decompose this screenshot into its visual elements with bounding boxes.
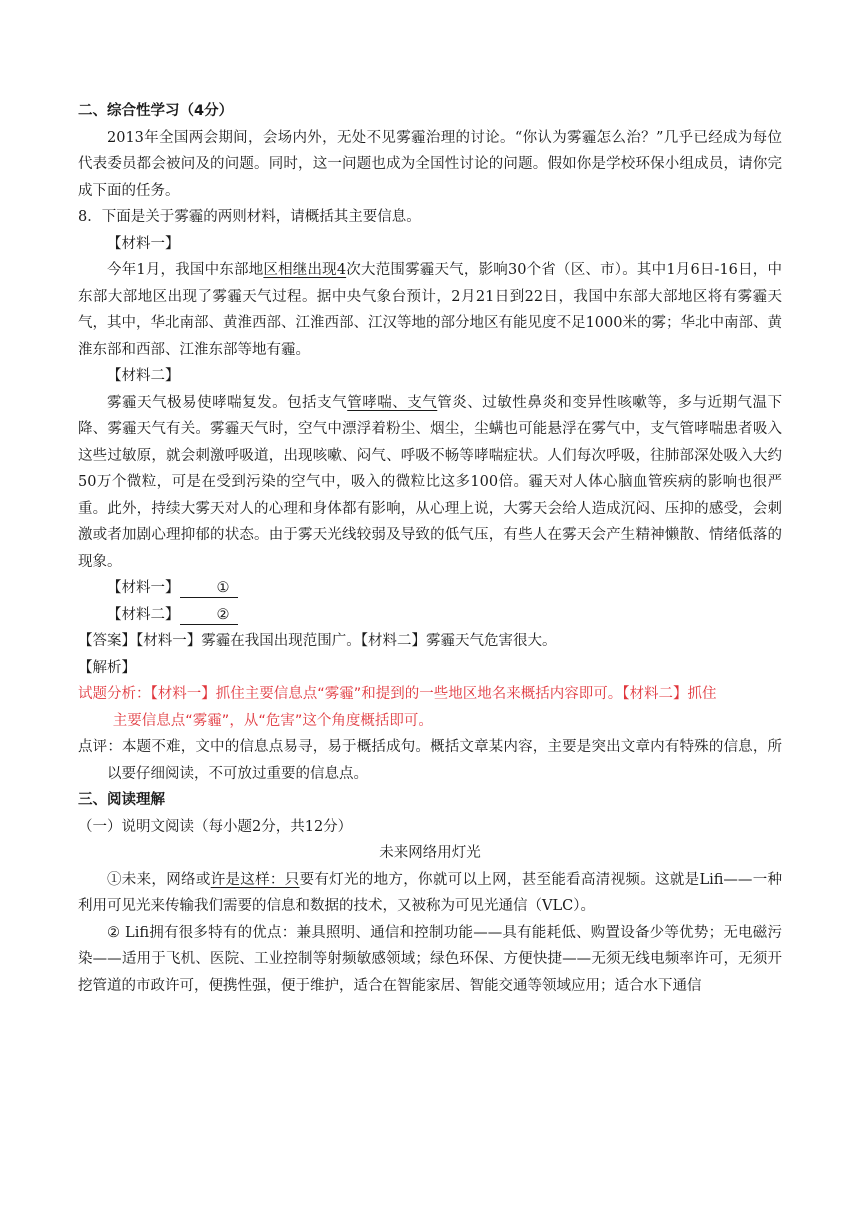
blank-row-1 (78, 575, 782, 602)
section-2-heading: 二、综合性学习（4分） (78, 103, 234, 119)
answer-text: 【答案】【材料一】雾霾在我国出现范围广。【材料二】雾霾天气危害很大。 (78, 633, 557, 649)
analysis-red-line-2: 主要信息点“雾霾”，从“危害”这个角度概括即可。 (112, 712, 433, 729)
blank-row-2 (78, 602, 782, 629)
material-2-text (78, 390, 782, 576)
material-1-label: 【材料一】 (107, 235, 180, 252)
article-paragraph-2: ② Lifi拥有很多特有的优点：兼具照明、通信和控制功能——具有能耗低、购置设备少等优势；无电磁污染——适用于飞机、医院、工业控制等射频敏感领域；绿色环保、方便快捷——无须无线电频率许可，无须开挖管道的市政许可，便携性强，便于维护，适合在智能家居、智能交通等领域应用；适合水下通信 (78, 924, 782, 994)
analysis-red-line-1: 试题分析：【材料一】抓住主要信息点“雾霾”和提到的一些地区地名来概括内容即可。【材料二】抓住 (78, 686, 717, 702)
paragraph-1-underlined: 许是这样：只 (210, 871, 300, 888)
question-8: 8．下面是关于雾霾的两则材料，请概括其主要信息。 (78, 209, 421, 225)
blank-1-label: 【材料一】 (107, 580, 180, 596)
paragraph-1-text-part: 要有灯光的地方，你就可以上网，甚至能看高清视频。这就是Lifi——一种利用可见光来传输我们需要的信息和数据的技术，又被称为可见光通信（VLC）。 (78, 871, 783, 914)
answer-blank-1: ① (180, 579, 238, 598)
material-2-text-part: 管炎、过敏性鼻炎和变异性咳嗽等，多与近期气温下降、雾霾天气有关。雾霾天气时，空气中漂浮着粉尘、烟尘，尘螨也可能悬浮在雾气中，支气管哮喘患者吸入这些过敏原，就会刺激呼吸道，出现咳嗽、闷气、呼吸不畅等哮喘症状。人们每次呼吸，往肺部深处吸入大约50万个微粒，可是在受到污染的空气中，吸入的微粒比这多100倍。霾天对人体心脑血管疾病的影响也很严重。此外，持续大雾天对人的心理和身体都有影响，从心理上说，大雾天会给人造成沉闷、压抑的感受，会刺激或者加剧心理抑郁的状态。由于雾天光线较弱及导致的低气压，有些人在雾天会产生精神懒散、情绪低落的现象。 (78, 394, 783, 570)
article-title: 未来网络用灯光 (379, 845, 481, 861)
material-2-label: 【材料二】 (107, 368, 180, 384)
material-1-text-part: 次大范围雾霾天气，影响30个省（区、市）。其中1月6日-16日，中东部大部地区出现了雾霾天气过程。据中央气象台预计，2月21日到22日，我国中东部大部地区将有雾霾天气，其中，华北南部、黄淮西部、江淮西部、江汉等地的部分地区有能见度不足1000米的雾；华北中南部、黄淮东部和西部、江淮东部等地有霾。 (78, 262, 782, 358)
analysis-label: 【解析】 (78, 659, 136, 676)
section-3-subheading: （一）说明文阅读（每小题2分，共12分） (78, 818, 353, 835)
answer-blank-2: ② (180, 606, 238, 625)
paragraph-1-text-part: ①未来，网络或 (107, 871, 211, 888)
comment-text: 点评：本题不难，文中的信息点易寻，易于概括成句。概括文章某内容，主要是突出文章内有特殊的信息，所以要仔细阅读，不可放过重要的信息点。 (78, 739, 782, 782)
article-paragraph-1 (78, 867, 782, 920)
material-2-text-part: 雾霾天气极易使哮喘复发。包括支气 (107, 394, 348, 411)
material-1-text-part: 今年1月，我国中东部地 (107, 262, 264, 278)
section-2-intro: 2013年全国两会期间，会场内外，无处不见雾霾治理的讨论。“你认为雾霾怎么治？”几乎已经成为每位代表委员都会被问及的问题。同时，这一问题也成为全国性讨论的问题。假如你是学校环保小组成员，请你完成下面的任务。 (78, 129, 782, 199)
blank-2-label: 【材料二】 (107, 606, 180, 623)
material-1-underlined: 区相继出现4 (263, 262, 347, 278)
section-3-heading: 三、阅读理解 (78, 792, 165, 808)
material-2-underlined: 管哮喘、支气 (347, 394, 438, 411)
material-1-text (78, 257, 782, 363)
